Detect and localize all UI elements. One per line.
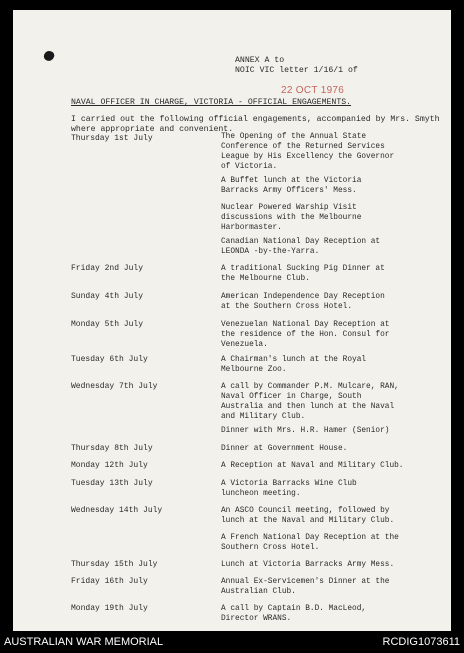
day-label: Thursday 8th July bbox=[71, 444, 153, 453]
day-label: Wednesday 7th July bbox=[71, 382, 158, 391]
day-label: Tuesday 13th July bbox=[71, 479, 153, 488]
annex-reference-line2: NOIC VIC letter 1/16/1 of bbox=[235, 66, 358, 75]
day-label: Monday 19th July bbox=[71, 604, 148, 613]
event-entry: A Victoria Barracks Wine Club luncheon meeting. bbox=[221, 480, 357, 498]
archive-footer bbox=[0, 633, 464, 653]
punch-hole bbox=[43, 50, 56, 63]
event-entry: Lunch at Victoria Barracks Army Mess. bbox=[221, 561, 395, 569]
annex-reference-line1: ANNEX A to bbox=[235, 56, 285, 65]
day-label: Monday 5th July bbox=[71, 320, 144, 329]
event-entry: A call by Captain B.D. MacLeod, Director WRANS. bbox=[221, 605, 367, 623]
archive-record-id: RCDIG1073611 bbox=[382, 636, 460, 648]
day-label: Thursday 15th July bbox=[71, 560, 158, 569]
event-entry: Dinner with Mrs. H.R. Hamer (Senior) bbox=[221, 427, 390, 435]
event-entry: An ASCO Council meeting, followed by lunch at the Naval and Military Club. bbox=[221, 507, 395, 525]
event-entry: The Opening of the Annual State Conference of the Returned Services League by His Excellency the Governor of Victoria. bbox=[221, 133, 395, 171]
event-entry: American Independence Day Reception at the Southern Cross Hotel. bbox=[221, 293, 385, 311]
archive-name: AUSTRALIAN WAR MEMORIAL bbox=[4, 636, 164, 648]
event-entry: Dinner at Government House. bbox=[221, 445, 348, 453]
intro-paragraph: I carried out the following official engagements, accompanied by Mrs. Smyth where appropriate and convenient. bbox=[71, 115, 440, 134]
event-entry: A Reception at Naval and Military Club. bbox=[221, 462, 404, 470]
event-entry: Venezuelan National Day Reception at the residence of the Hon. Consul for Venezuela. bbox=[221, 321, 390, 349]
day-label: Sunday 4th July bbox=[71, 292, 144, 301]
event-entry: Annual Ex-Servicemen's Dinner at the Australian Club. bbox=[221, 578, 390, 596]
event-entry: A traditional Sucking Pig Dinner at the Melbourne Club. bbox=[221, 265, 385, 283]
day-label: Monday 12th July bbox=[71, 461, 148, 470]
event-entry: A Buffet lunch at the Victoria Barracks Army Officers' Mess. bbox=[221, 177, 362, 195]
day-label: Thursday 1st July bbox=[71, 134, 153, 143]
event-entry: Nuclear Powered Warship Visit discussions with the Melbourne Harbormaster. bbox=[221, 204, 362, 232]
day-label: Wednesday 14th July bbox=[71, 506, 163, 515]
document-title: NAVAL OFFICER IN CHARGE, VICTORIA - OFFICIAL ENGAGEMENTS. bbox=[71, 98, 352, 107]
event-entry: A call by Commander P.M. Mulcare, RAN, Naval Officer in Charge, South Australia and then lunch at the Naval and Military Club. bbox=[221, 383, 399, 421]
event-entry: A French National Day Reception at the Southern Cross Hotel. bbox=[221, 534, 399, 552]
day-label: Friday 2nd July bbox=[71, 264, 144, 273]
event-entry: A Chairman's lunch at the Royal Melbourne Zoo. bbox=[221, 356, 367, 374]
date-stamp: 22 OCT 1976 bbox=[281, 85, 345, 96]
document-page bbox=[13, 10, 451, 631]
event-entry: Canadian National Day Reception at LEONDA -by-the-Yarra. bbox=[221, 238, 381, 256]
day-label: Friday 16th July bbox=[71, 577, 148, 586]
day-label: Tuesday 6th July bbox=[71, 355, 148, 364]
